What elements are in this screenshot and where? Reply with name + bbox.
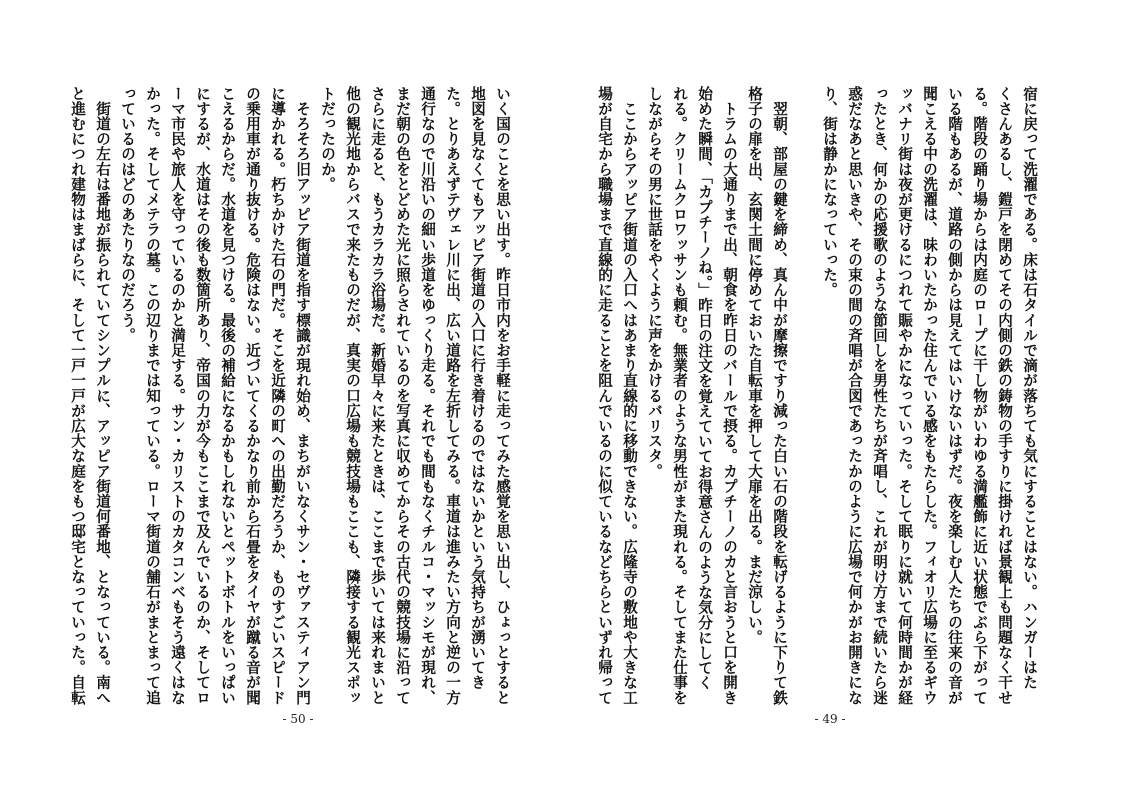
text-line: ーマ市民や旅人を守っているのかと満足する。サン・カリストのカタコンベもそう遠くはな [169, 86, 186, 706]
text-line: トだったのか。 [319, 86, 336, 192]
text-line: にするが、水道はその後も数箇所あり、帝国の力が今もここまで及んでいるのか、そしてロ [194, 86, 211, 706]
text-line: かった。そしてメテラの墓。この辺りまでは知っている。ローマ街道の舗石がまとまって追 [144, 86, 161, 706]
text-line: くさんあるし、鎧戸を閉めてその内側の鉄の鋳物の手すりに掛ければ景観上も問題なく干せ [996, 86, 1013, 706]
text-line: 格子の扉を出、玄関土間に停めておいた自転車を押して大扉を出る。まだ涼しい。 [746, 86, 763, 645]
text-line: と進むにつれ建物はまばらに、そして一戸一戸が広大な庭をもつ邸宅となっていった。自転 [69, 86, 86, 706]
text-line: た。とりあえずテヴェレ川に出、広い道路を左折してみる。車道は進みたい方向と逆の一方 [444, 86, 461, 706]
text-line: に導かれる。朽ちかけた石の門だ。そこを近隣の町への出勤だろうか、ものすごいスピード [269, 86, 286, 706]
text-line: 翌朝、部屋の鍵を締め、真ん中が摩擦ですり減った白い石の階段を転げるように下りて鉄 [771, 86, 788, 706]
text-line: トラムの大通りまで出、朝食を昨日のバールで摂る。カプチーノのカと言おうと口を開き [721, 86, 738, 706]
page-50 [0, 0, 561, 794]
text-line: まだ朝の色をとどめた光に照らされているのを写真に収めてからその古代の競技場に沿って [394, 86, 411, 706]
text-line: 街道の左右は番地が振られていてシンプルに、アッピア街道何番地、となっている。南へ [94, 86, 111, 706]
page-number: - 50 - [282, 712, 314, 726]
text-line: ったとき、何かの応援歌のような節回しを男性たちが斉唱し、これが明け方まで続いたら迷 [871, 86, 888, 706]
text-line: 場が自宅から職場まで直線的に走ることを阻んでいるのに似ているなどちらといずれ帰って [596, 86, 613, 706]
text-line: っているのはどのあたりなのだろう。 [119, 86, 136, 343]
text-line: 地図を見なくてもアッピア街道の入口に行き着けるのではないかという気持ちが湧いてき [469, 86, 486, 690]
text-line: 他の観光地からバスで来たものだが、真実の口広場も競技場もここも、隣接する観光スポッ [344, 86, 361, 706]
text-line: いく国のことを思い出す。昨日市内をお手軽に走ってみた感覚を思い出し、ひょっとすると [494, 86, 511, 706]
text-line: 宿に戻って洗濯である。床は石タイルで滴が落ちても気にすることはない。ハンガーはた [1021, 86, 1038, 690]
text-line: れる。クリームクロワッサンも頼む。無業者のような男性がまた現れる。そしてまた仕事を [671, 86, 688, 706]
page-number: - 49 - [814, 712, 846, 726]
text-line: ここからアッピア街道の入口へはあまり直線的に移動できない。広隆寺の敷地や大きな工 [621, 86, 638, 706]
text-line: こえるからだ。水道を見つける。最後の補給になるかもしれないとペットボトルをいっぱい [219, 86, 236, 706]
text-line: さらに走ると、もうカラカラ浴場だ。新婚早々に来たときは、ここまで歩いては来れまいと [369, 86, 386, 706]
text-line: る。階段の踊り場からは内庭のロープに干し物がいわゆる満艦飾に近い状態でぶら下がって [971, 86, 988, 706]
text-line: り、街は静かになっていった。 [821, 86, 838, 298]
text-line: そろそろ旧アッピア街道を指す標識が現れ始め、まちがいなくサン・セヴァスティアン門 [294, 86, 311, 706]
text-line: 通行なので川沿いの細い歩道をゆっくり走る。それでも間もなくチルコ・マッシモが現れ、 [419, 86, 436, 706]
text-line: 惑だなあと思いきや、その束の間の斉唱が合図であったかのように広場で何かがお開きにな [846, 86, 863, 706]
text-line: いる階もあるが、道路の側からは見えてはいけないはずだ。夜を楽しむ人たちの往来の音が [946, 86, 963, 706]
text-line: ッバナリ街は夜が更けるにつれて賑やかになっていった。そして眠りに就いて何時間かが経 [896, 86, 913, 706]
text-line: 始めた瞬間、「カプチーノね。」昨日の注文を覚えていてお得意さんのような気分にしてく [696, 86, 713, 691]
text-line: 聞こえる中の洗濯は、味わいたかった住んでいる感をもたらした。フィオリ広場に至るギウ [921, 86, 938, 706]
text-line: の乗用車が通り抜ける。危険はない。近づいてくるかなり前から石畳をタイヤが蹴る音が聞 [244, 86, 261, 706]
text-line: しながらその男に世話をやくように声をかけるバリスタ。 [646, 86, 663, 479]
page-49 [562, 0, 1123, 794]
